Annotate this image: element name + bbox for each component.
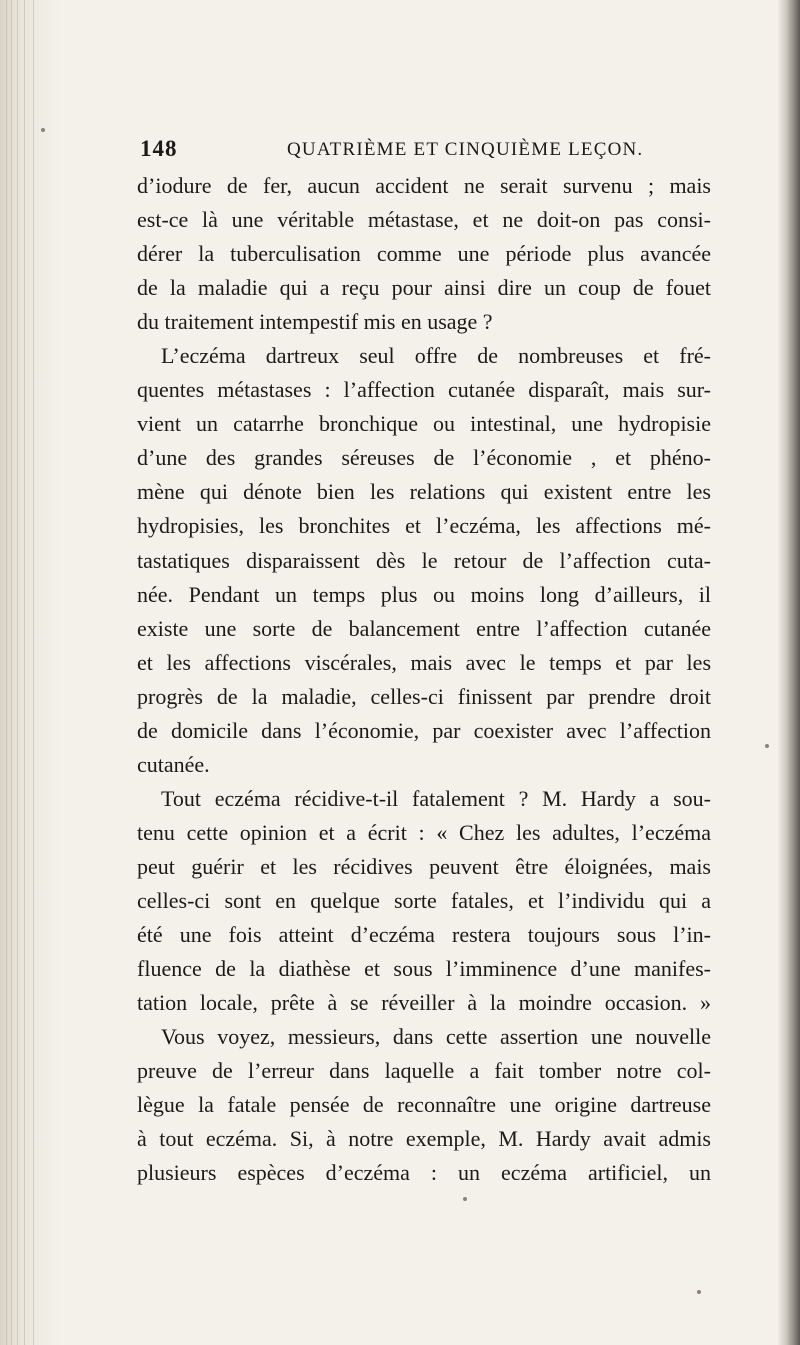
- text-line: Vous voyez, messieurs, dans cette assertion une nouvelle: [161, 1024, 711, 1050]
- scan-speck: [765, 744, 769, 748]
- text-line: tastatiques disparaissent dès le retour de l’affection cuta-: [137, 547, 711, 573]
- text-line: preuve de l’erreur dans laquelle a fait tomber notre col-: [137, 1058, 711, 1084]
- running-header: [137, 136, 727, 166]
- text-line: L’eczéma dartreux seul offre de nombreuses et fré-: [161, 343, 711, 369]
- scan-speck: [697, 1290, 701, 1294]
- text-line: quentes métastases : l’affection cutanée disparaît, mais sur-: [137, 377, 711, 403]
- text-line: mène qui dénote bien les relations qui existent entre les: [137, 479, 711, 505]
- running-title: QUATRIÈME ET CINQUIÈME LEÇON.: [287, 139, 644, 160]
- text-line: existe une sorte de balancement entre l’affection cutanée: [137, 615, 711, 641]
- text-line: est-ce là une véritable métastase, et ne doit-on pas consi-: [137, 207, 711, 233]
- text-line: hydropisies, les bronchites et l’eczéma, les affections mé-: [137, 513, 711, 539]
- text-body: [137, 169, 711, 1190]
- text-line: de la maladie qui a reçu pour ainsi dire un coup de fouet: [137, 275, 711, 301]
- text-line: été une fois atteint d’eczéma restera toujours sous l’in-: [137, 922, 711, 948]
- text-line: née. Pendant un temps plus ou moins long d’ailleurs, il: [137, 581, 711, 607]
- scan-speck: [463, 1197, 467, 1201]
- text-line: à tout eczéma. Si, à notre exemple, M. Hardy avait admis: [137, 1126, 711, 1152]
- text-line: d’une des grandes séreuses de l’économie , et phéno-: [137, 445, 711, 471]
- text-line: tenu cette opinion et a écrit : « Chez les adultes, l’eczéma: [137, 819, 711, 845]
- text-line: celles-ci sont en quelque sorte fatales, et l’individu qui a: [137, 887, 711, 913]
- text-line: cutanée.: [137, 751, 210, 777]
- binding-edge: [778, 0, 800, 1345]
- text-line: et les affections viscérales, mais avec le temps et par les: [137, 649, 711, 675]
- text-line: vient un catarrhe bronchique ou intestinal, une hydropisie: [137, 411, 711, 437]
- text-line: de domicile dans l’économie, par coexister avec l’affection: [137, 717, 711, 743]
- page-number: 148: [140, 136, 178, 161]
- text-line: plusieurs espèces d’eczéma : un eczéma artificiel, un: [137, 1160, 711, 1186]
- text-line: Tout eczéma récidive-t-il fatalement ? M. Hardy a sou-: [161, 785, 711, 811]
- scan-gutter-left: [0, 0, 62, 1345]
- text-line: du traitement intempestif mis en usage ?: [137, 309, 493, 335]
- text-line: dérer la tuberculisation comme une période plus avancée: [137, 241, 711, 267]
- text-line: tation locale, prête à se réveiller à la moindre occasion. »: [137, 990, 711, 1016]
- text-line: d’iodure de fer, aucun accident ne serait survenu ; mais: [137, 173, 711, 198]
- text-line: fluence de la diathèse et sous l’imminence d’une manifes-: [137, 956, 711, 982]
- text-line: lègue la fatale pensée de reconnaître une origine dartreuse: [137, 1092, 711, 1118]
- text-line: peut guérir et les récidives peuvent être éloignées, mais: [137, 853, 711, 879]
- text-line: progrès de la maladie, celles-ci finissent par prendre droit: [137, 683, 711, 709]
- scan-speck: [41, 128, 45, 132]
